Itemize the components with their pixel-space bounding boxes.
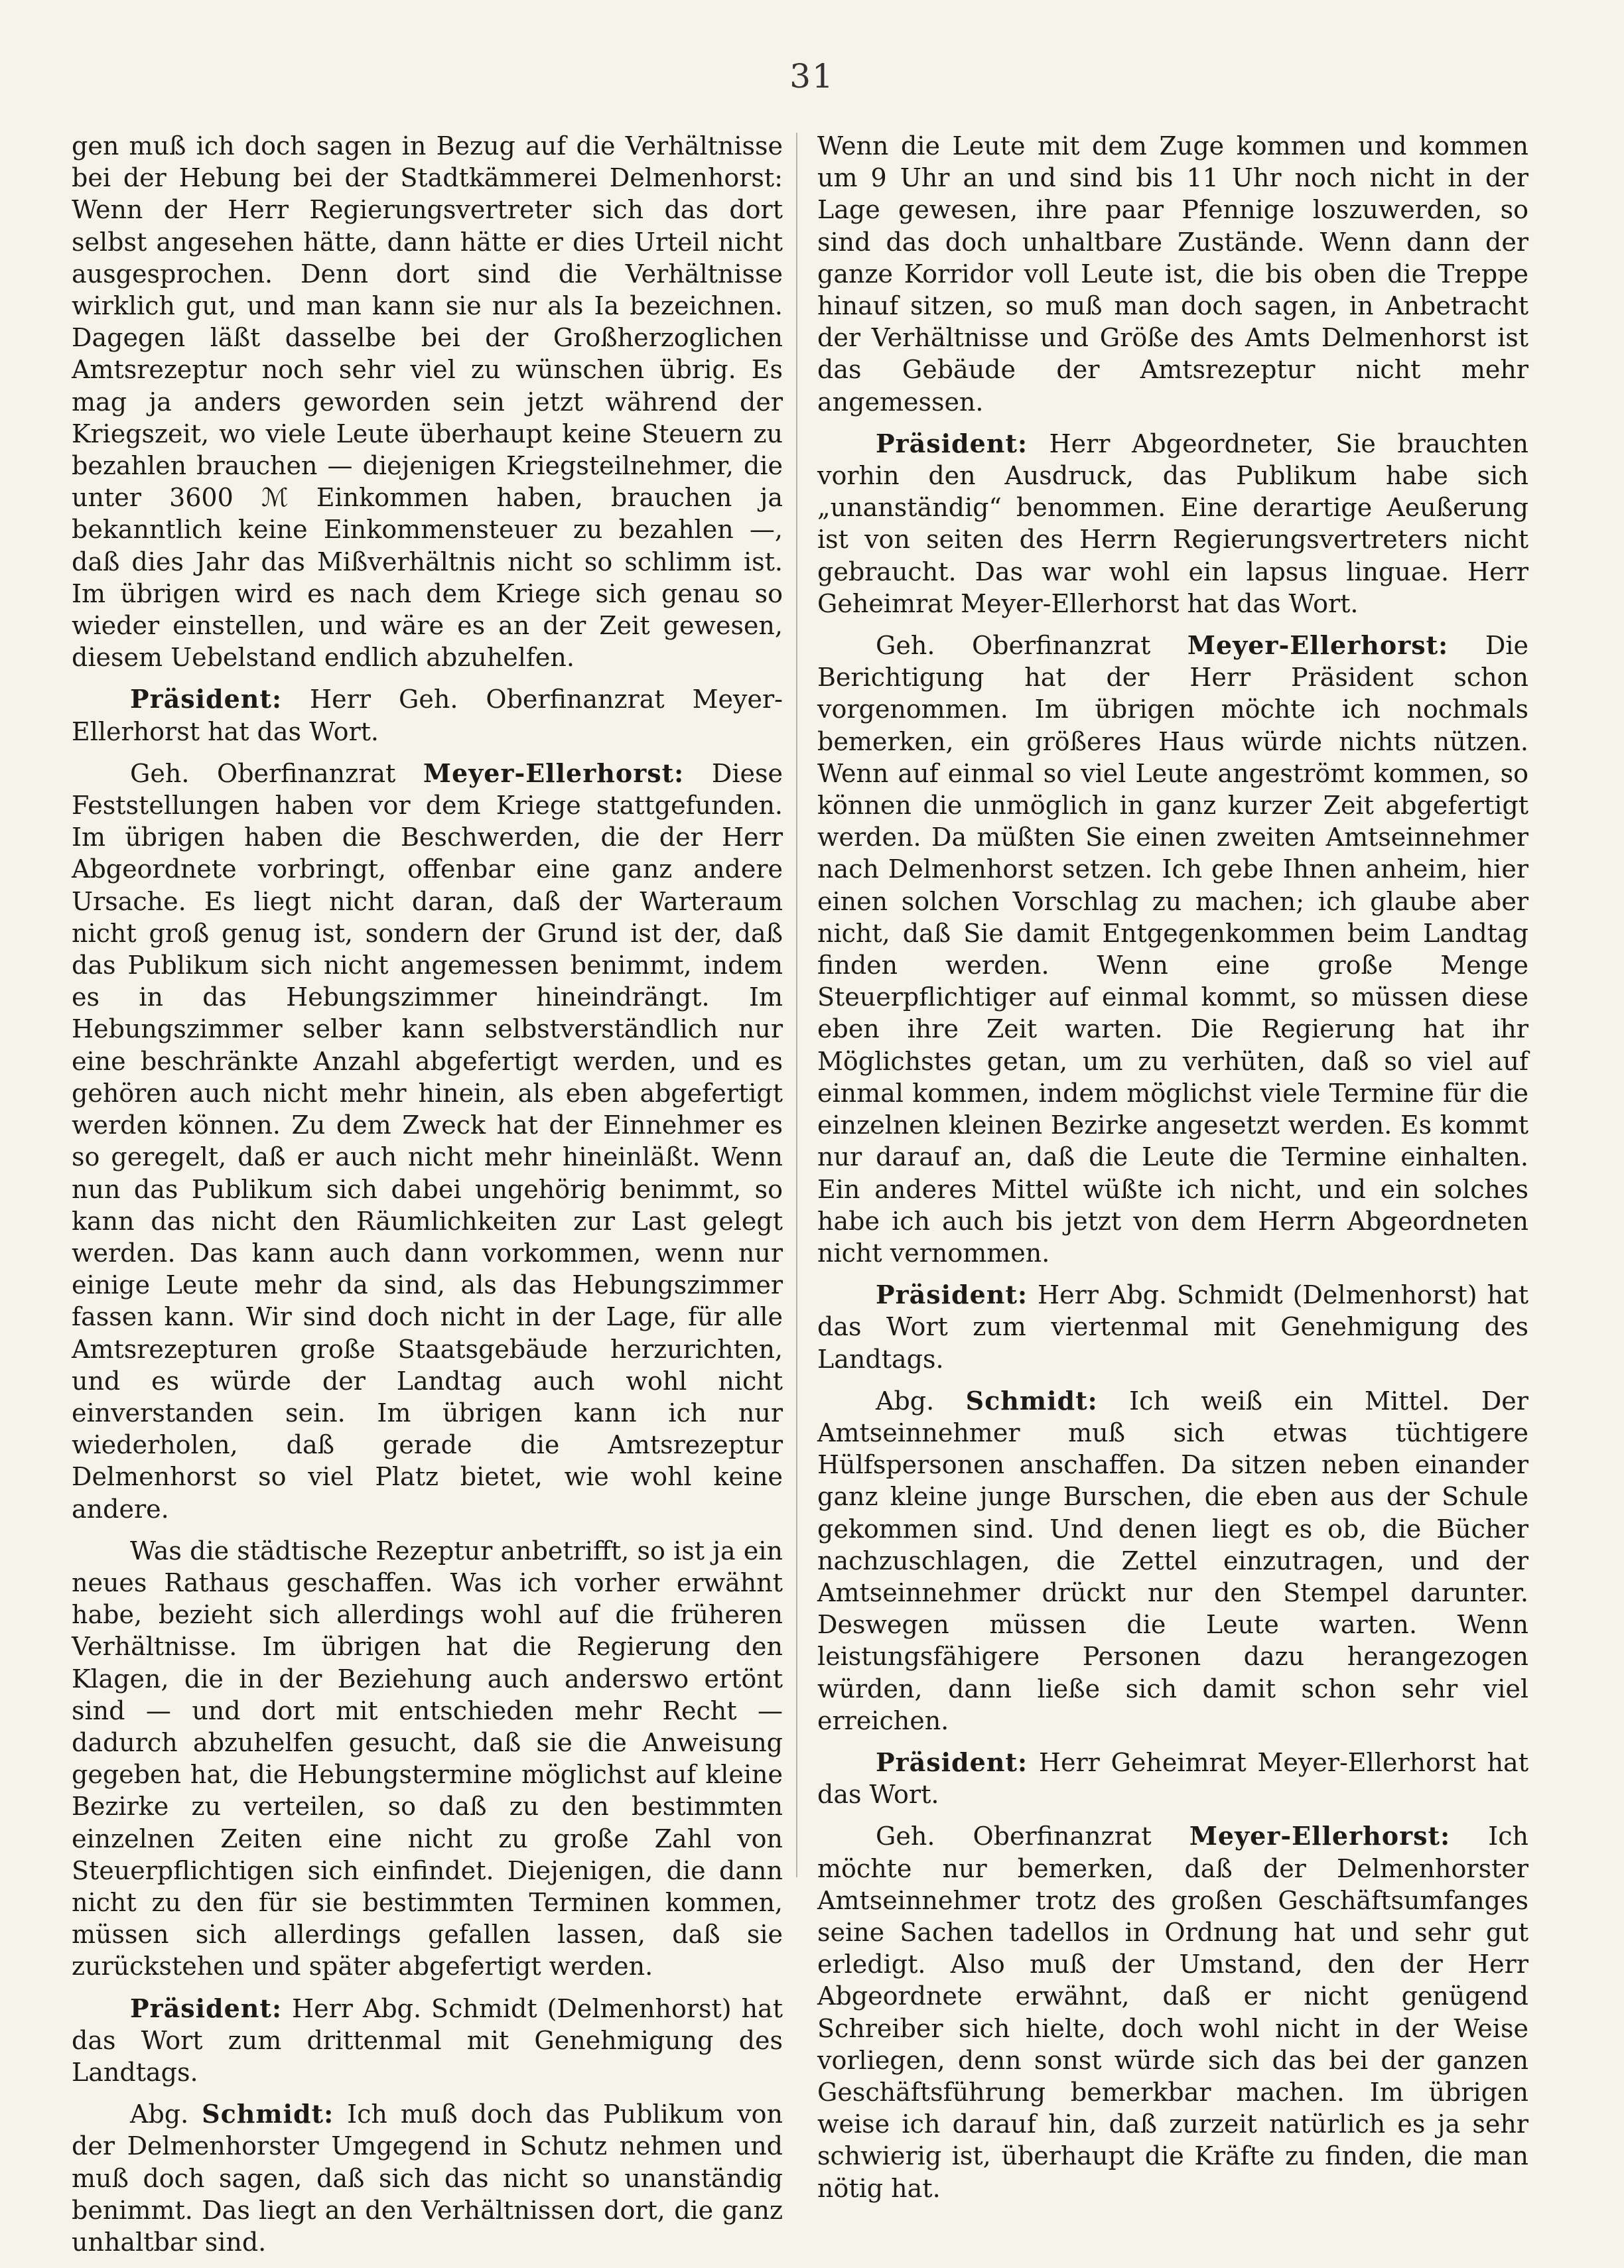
speech-paragraph <box>817 1820 1528 2204</box>
speech-paragraph <box>817 630 1528 1269</box>
speech-paragraph <box>817 1279 1528 1375</box>
speech-paragraph <box>817 428 1528 620</box>
right-column <box>817 130 1528 2214</box>
speech-text: Herr Abg. Schmidt (Delmenhorst) hat das Wort zum drittenmal mit Genehmigung des Landtags. <box>72 1993 783 2087</box>
speech-paragraph <box>72 758 783 1525</box>
speaker-name: Schmidt: <box>202 2099 334 2129</box>
speaker-title: Geh. Oberfinanzrat <box>130 758 396 788</box>
speaker-title: Abg. <box>876 1386 935 1416</box>
speaker-name: Präsident: <box>130 1993 283 2023</box>
speaker-title: Geh. Oberfinanzrat <box>876 1822 1152 1851</box>
speech-paragraph <box>72 2098 783 2258</box>
speech-paragraph <box>817 1747 1528 1810</box>
speech-text: Herr Abgeordneter, Sie brauchten vorhin den Ausdruck, das Publikum habe sich „unanständig“ benommen. Eine derartige Aeußerung ist von seiten des Herrn Regierungsvertreters nicht gebraucht. Das war wohl ein lapsus linguae. Herr Geheimrat Meyer-Ellerhorst hat das Wort. <box>817 429 1528 618</box>
speaker-name: Schmidt: <box>965 1385 1098 1416</box>
speech-text: Ich möchte nur bemerken, daß der Delmenhorster Amtseinnehmer trotz des großen Geschäftsumfanges seine Sachen tadellos in Ordnung hat und sehr gut erledigt. Also muß der Umstand, den der Herr Abgeordnete erwähnt, daß er nicht genügend Schreiber sich hielte, doch wohl nicht in der Weise vorliegen, denn sonst würde sich das bei der ganzen Geschäftsführung bemerkbar machen. Im übrigen weise ich darauf hin, daß zurzeit natürlich es ja sehr schwierig ist, überhaupt die Kräfte zu finden, die man nötig hat. <box>817 1822 1528 2203</box>
speech-text: Herr Geheimrat Meyer-Ellerhorst hat das Wort. <box>817 1747 1528 1810</box>
left-column <box>72 130 783 2268</box>
column-divider <box>796 133 797 1877</box>
speaker-name: Präsident: <box>876 1280 1028 1310</box>
speaker-name: Meyer-Ellerhorst: <box>1187 630 1449 661</box>
speaker-title: Geh. Oberfinanzrat <box>876 631 1151 661</box>
speech-text: Diese Feststellungen haben vor dem Kriege stattgefunden. Im übrigen haben die Beschwerden, die der Herr Abgeordnete vorbringt, offenbar eine ganz andere Ursache. Es liegt nicht daran, daß der Warteraum nicht groß genug ist, sondern der Grund ist der, daß das Publikum sich nicht angemessen benimmt, indem es in das Hebungszimmer hineindrängt. Im Hebungszimmer selber kann selbstverständlich nur eine beschränkte Anzahl abgefertigt werden, und es gehören auch nicht mehr hinein, als eben abgefertigt werden können. Zu dem Zweck hat der Einnehmer es so geregelt, daß er auch nicht mehr hineinläßt. Wenn nun das Publikum sich dabei ungehörig benimmt, so kann das nicht den Räumlichkeiten zur Last gelegt werden. Das kann auch dann vorkommen, wenn nur einige Leute mehr da sind, als das Hebungszimmer fassen kann. Wir sind doch nicht in der Lage, für alle Amtsrezepturen große Staatsgebäude herzurichten, und es würde der Landtag auch wohl nicht einverstanden sein. Im übrigen kann ich nur wiederholen, daß gerade die Amtsrezeptur Delmenhorst so viel Platz bietet, wie wohl keine andere. <box>72 758 783 1524</box>
speaker-name: Präsident: <box>130 684 283 714</box>
speech-text: Herr Abg. Schmidt (Delmenhorst) hat das Wort zum viertenmal mit Genehmigung des Landtags. <box>817 1280 1528 1374</box>
speaker-title: Abg. <box>130 2100 189 2129</box>
paragraph <box>72 130 783 673</box>
speech-paragraph <box>72 1993 783 2089</box>
speech-text: Ich muß doch das Publikum von der Delmenhorster Umgegend in Schutz nehmen und muß doch sagen, daß sich das nicht so unanständig benimmt. Das liegt an den Verhältnissen dort, die ganz unhaltbar sind. <box>72 2100 783 2257</box>
speech-text: Die Berichtigung hat der Herr Präsident schon vorgenommen. Im übrigen möchte ich nochmals bemerken, ein größeres Haus würde nichts nützen. Wenn auf einmal so viel Leute angeströmt kommen, so können die unmöglich in ganz kurzer Zeit abgefertigt werden. Da müßten Sie einen zweiten Amtseinnehmer nach Delmenhorst setzen. Ich gebe Ihnen anheim, hier einen solchen Vorschlag zu machen; ich glaube aber nicht, daß Sie damit Entgegenkommen beim Landtag finden werden. Wenn eine große Menge Steuerpflichtiger auf einmal kommt, so müssen diese eben ihre Zeit warten. Die Regierung hat ihr Möglichstes getan, um zu verhüten, daß so viel auf einmal kommen, indem möglichst viele Termine für die einzelnen kleinen Bezirke angesetzt werden. Es kommt nur darauf an, daß die Leute die Termine einhalten. Ein anderes Mittel wüßte ich nicht, und ein solches habe ich auch bis jetzt von dem Herrn Abgeordneten nicht vernommen. <box>817 631 1528 1268</box>
speech-paragraph <box>72 683 783 747</box>
paragraph-text: Wenn die Leute mit dem Zuge kommen und kommen um 9 Uhr an und sind bis 11 Uhr noch nicht in der Lage gewesen, ihre paar Pfennige loszuwerden, so sind das doch unhaltbare Zustände. Wenn dann der ganze Korridor voll Leute ist, die bis oben die Treppe hinauf sitzen, so muß man doch sagen, in Anbetracht der Verhältnisse und Größe des Amts Delmenhorst ist das Gebäude der Amtsrezeptur nicht mehr angemessen. <box>817 131 1528 417</box>
speaker-name: Meyer-Ellerhorst: <box>1189 1821 1451 1851</box>
speaker-name: Präsident: <box>876 1747 1028 1777</box>
speaker-name: Präsident: <box>876 428 1028 458</box>
speech-paragraph <box>817 1385 1528 1737</box>
speaker-name: Meyer-Ellerhorst: <box>423 758 685 788</box>
speech-text: Ich weiß ein Mittel. Der Amtseinnehmer muß sich etwas tüchtigere Hülfspersonen anschaffen. Da sitzen neben einander ganz kleine junge Burschen, die eben aus der Schule gekommen sind. Und denen liegt es ob, die Bücher nachzuschlagen, die Zettel einzutragen, und der Amtseinnehmer drückt nur den Stempel darunter. Deswegen müssen die Leute warten. Wenn leistungsfähigere Personen dazu herangezogen würden, dann ließe sich damit schon sehr viel erreichen. <box>817 1386 1528 1735</box>
paragraph <box>72 1535 783 1983</box>
paragraph-text: gen muß ich doch sagen in Bezug auf die Verhältnisse bei der Hebung bei der Stadtkämmerei Delmenhorst: Wenn der Herr Regierungsvertreter sich das dort selbst angesehen hätte, dann hätte er dies Urteil nicht ausgesprochen. Denn dort sind die Verhältnisse wirklich gut, und man kann sie nur als Ia bezeichnen. Dagegen läßt dasselbe bei der Großherzoglichen Amtsrezeptur noch sehr viel zu wünschen übrig. Es mag ja anders geworden sein jetzt während der Kriegszeit, wo viele Leute überhaupt keine Steuern zu bezahlen brauchen — diejenigen Kriegsteilnehmer, die unter 3600 ℳ Einkommen haben, brauchen ja bekanntlich keine Einkommensteuer zu bezahlen —, daß dies Jahr das Mißverhältnis nicht so schlimm ist. Im übrigen wird es nach dem Kriege sich genau so wieder einstellen, und wäre es an der Zeit gewesen, diesem Uebelstand endlich abzuhelfen. <box>72 131 783 673</box>
page-number: 31 <box>789 57 835 96</box>
paragraph <box>817 130 1528 418</box>
paragraph-text: Was die städtische Rezeptur anbetrifft, so ist ja ein neues Rathaus geschaffen. Was ich vorher erwähnt habe, bezieht sich allerdings wohl auf die früheren Verhältnisse. Im übrigen hat die Regierung den Klagen, die in der Beziehung auch anderswo ertönt sind — und dort mit entschieden mehr Recht — dadurch abzuhelfen gesucht, daß sie die Anweisung gegeben hat, die Hebungstermine möglichst auf kleine Bezirke zu verteilen, so daß zu den bestimmten einzelnen Zeiten eine nicht zu große Zahl von Steuerpflichtigen sich einfindet. Diejenigen, die dann nicht zu den für sie bestimmten Terminen kommen, müssen sich allerdings gefallen lassen, daß sie zurückstehen und später abgefertigt werden. <box>72 1536 783 1981</box>
speech-text: Herr Geh. Oberfinanzrat Meyer-Ellerhorst hat das Wort. <box>72 685 783 746</box>
